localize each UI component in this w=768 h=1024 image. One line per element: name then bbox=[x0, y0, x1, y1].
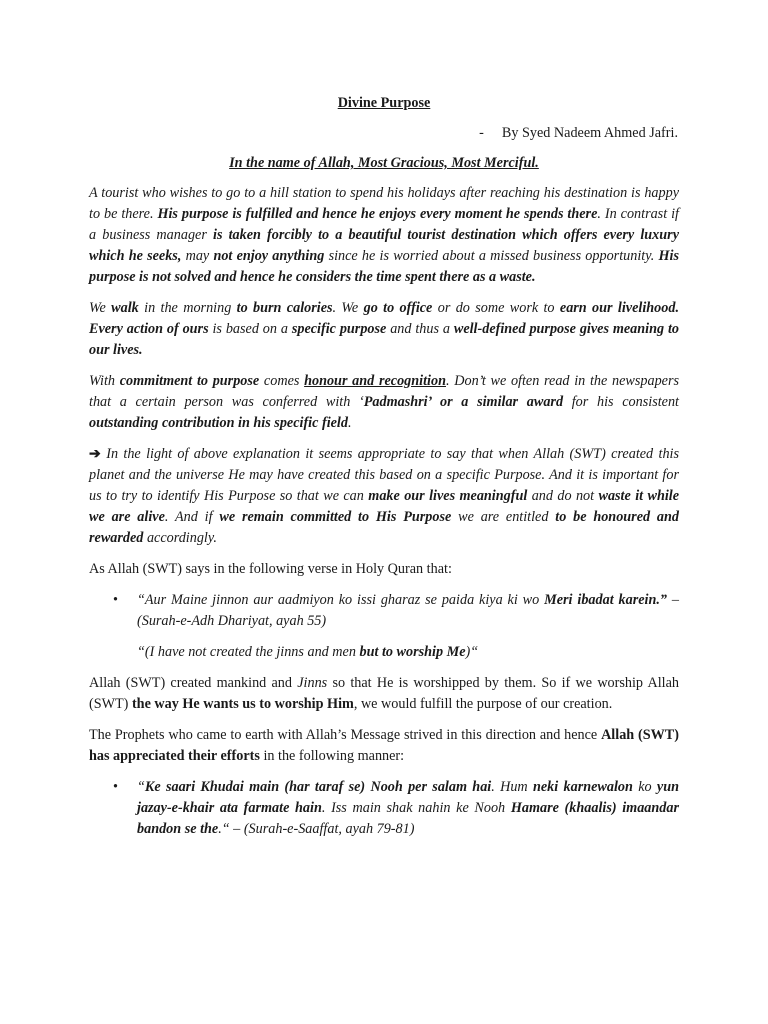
text-run: or do some work to bbox=[432, 300, 560, 316]
text-run: but to worship Me bbox=[359, 644, 466, 660]
bullet-icon: • bbox=[113, 592, 118, 608]
verse-list bbox=[89, 590, 679, 632]
text-run: is based on a bbox=[208, 321, 292, 337]
text-run: Allah (SWT) created mankind and bbox=[89, 675, 298, 691]
text-run: Padmashri’ or a similar award bbox=[363, 394, 564, 410]
text-run: in the following manner: bbox=[259, 748, 405, 764]
text-run: the way He wants us to worship Him bbox=[131, 696, 354, 712]
text-run: accordingly. bbox=[143, 530, 217, 546]
text-run: ko bbox=[632, 779, 657, 795]
text-run: waste it while we are alive bbox=[89, 488, 680, 525]
author-byline bbox=[89, 123, 679, 144]
list-item-verse-saaffat bbox=[113, 777, 679, 840]
text-run: Jinns bbox=[297, 675, 328, 691]
paragraph-divine-purpose bbox=[89, 444, 679, 549]
text-run: )“ bbox=[465, 644, 479, 660]
text-run: since he is worried about a missed business opportunity. bbox=[324, 248, 659, 264]
text-run: . bbox=[347, 415, 352, 431]
text-run: to burn calories bbox=[236, 300, 333, 316]
text-run: With bbox=[89, 373, 120, 389]
text-run: may bbox=[181, 248, 214, 264]
paragraph-verse-intro: As Allah (SWT) says in the following verse in Holy Quran that: bbox=[89, 561, 452, 577]
text-run: we remain committed to His Purpose bbox=[219, 509, 452, 525]
document-title: Divine Purpose bbox=[337, 95, 431, 111]
text-run: .“ – (Surah-e-Saaffat, ayah 79-81) bbox=[218, 821, 415, 837]
text-run: comes bbox=[259, 373, 305, 389]
text-run: . We bbox=[332, 300, 364, 316]
text-run: commitment to purpose bbox=[119, 373, 260, 389]
list-item-verse-dhariyat bbox=[113, 590, 679, 632]
bullet-icon: • bbox=[113, 779, 118, 795]
text-run: . Iss main shak nahin ke Nooh bbox=[321, 800, 511, 816]
text-run: His purpose is fulfilled and hence he enjoys every moment he spends there bbox=[157, 206, 598, 222]
opening-invocation: In the name of Allah, Most Gracious, Most Merciful. bbox=[229, 155, 539, 171]
text-run: Hamare (khaalis) imaandar bandon se the bbox=[137, 800, 679, 837]
verse-list bbox=[89, 777, 679, 840]
paragraph-commitment bbox=[89, 371, 679, 434]
text-run: . Don’t we often read in the newspapers that a certain person was conferred with ‘ bbox=[89, 373, 679, 410]
text-run: and thus a bbox=[386, 321, 454, 337]
text-run: . And if bbox=[164, 509, 220, 525]
text-run: His purpose is not solved and hence he considers the time spent there as a waste. bbox=[89, 248, 679, 285]
text-run: specific purpose bbox=[291, 321, 387, 337]
text-run: , we would fulfill the purpose of our creation. bbox=[353, 696, 613, 712]
text-run: we are entitled bbox=[451, 509, 556, 525]
text-run: “(I have not created the jinns and men bbox=[137, 644, 360, 660]
text-run: walk bbox=[111, 300, 139, 316]
text-run: – (Surah-e-Adh Dhariyat, ayah 55) bbox=[137, 592, 679, 629]
text-run: A tourist who wishes to go to a hill station to spend his holidays after reaching his destination is happy to be there. bbox=[89, 185, 679, 222]
text-run: go to office bbox=[363, 300, 433, 316]
byline-dash: - bbox=[479, 125, 484, 141]
text-run: . In contrast if a business manager bbox=[89, 206, 679, 243]
text-run: in the morning bbox=[138, 300, 237, 316]
text-run: We bbox=[89, 300, 112, 316]
text-run: Allah (SWT) has appreciated their efforts bbox=[89, 727, 679, 764]
text-run: is taken forcibly to a beautiful tourist destination which offers every luxury which he seeks, bbox=[89, 227, 679, 264]
text-run: “Aur Maine jinnon aur aadmiyon ko issi gharaz se paida kiya ki wo bbox=[137, 592, 545, 608]
text-run: The Prophets who came to earth with Allah’s Message strived in this direction and hence bbox=[89, 727, 602, 743]
paragraph-worship bbox=[89, 673, 679, 715]
text-run: to be honoured and rewarded bbox=[89, 509, 679, 546]
text-run: . Hum bbox=[491, 779, 533, 795]
text-run: Ke saari Khudai main (har taraf se) Nooh per salam hai bbox=[144, 779, 492, 795]
text-run: for his consistent bbox=[563, 394, 679, 410]
paragraph-daily-purpose bbox=[89, 298, 679, 361]
text-run: yun jazay-e-khair ata farmate hain bbox=[137, 779, 679, 816]
verse-translation bbox=[137, 642, 679, 663]
text-run: In the light of above explanation it seems appropriate to say that when Allah (SWT) created this planet and the universe He may have created this based on a specific Purpose. And it is important for us to try to identify His Purpose so that we can bbox=[89, 446, 679, 504]
paragraph-prophets bbox=[89, 725, 679, 767]
text-run: well-defined purpose gives meaning to our lives. bbox=[89, 321, 679, 358]
text-run: neki karnewalon bbox=[532, 779, 633, 795]
text-run: not enjoy anything bbox=[213, 248, 325, 264]
text-run: outstanding contribution in his specific field bbox=[89, 415, 348, 431]
arrow-icon: ➔ bbox=[89, 446, 101, 462]
byline-text: By Syed Nadeem Ahmed Jafri. bbox=[501, 125, 678, 141]
text-run: honour and recognition bbox=[304, 373, 446, 389]
text-run: earn our livelihood. Every action of ours bbox=[89, 300, 679, 337]
text-run: so that He is worshipped by them. So if we worship Allah (SWT) bbox=[89, 675, 680, 712]
text-run: and do not bbox=[527, 488, 599, 504]
paragraph-tourist bbox=[89, 183, 679, 288]
text-run: make our lives meaningful bbox=[368, 488, 528, 504]
text-run: “ bbox=[137, 779, 145, 795]
text-run: Meri ibadat karein.” bbox=[544, 592, 668, 608]
